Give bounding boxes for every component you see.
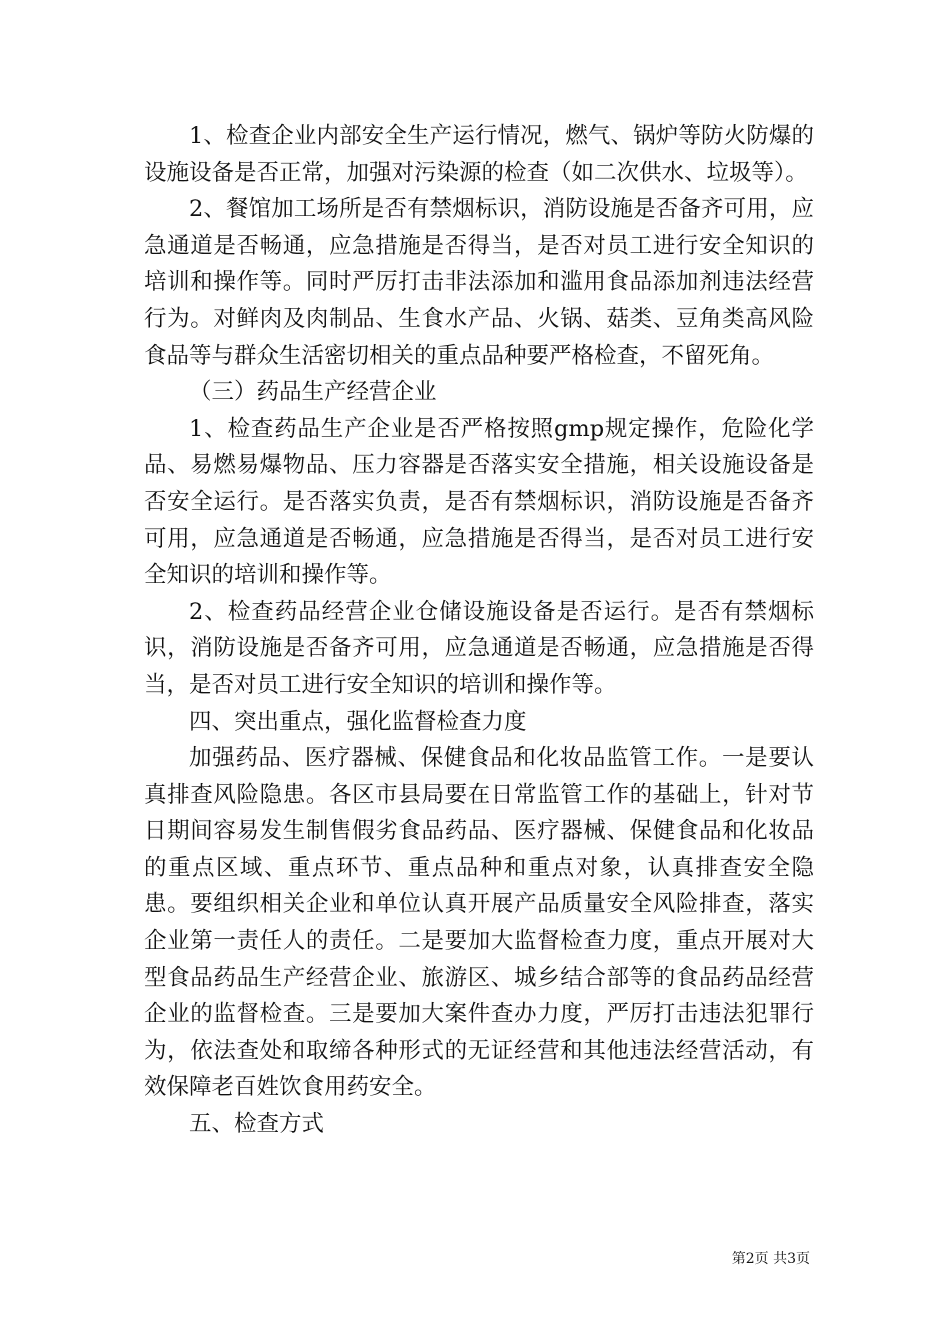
paragraph-pharma-distribution-check: 2、检查药品经营企业仓储设施设备是否运行。是否有禁烟标识，消防设施是否备齐可用，应急通道是否畅通，应急措施是否得当，是否对员工进行安全知识的培训和操作等。	[144, 598, 814, 698]
section-heading-inspection-methods: 五、检查方式	[189, 1111, 325, 1138]
section-heading-pharma-enterprises: （三）药品生产经营企业	[189, 379, 437, 406]
page-number-footer: 第2页 共3页	[731, 1251, 810, 1267]
document-body	[144, 118, 814, 1143]
section-heading-key-supervision: 四、突出重点，强化监督检查力度	[189, 708, 527, 735]
paragraph-supervision-details: 加强药品、医疗器械、保健食品和化妆品监管工作。一是要认真排查风险隐患。各区市县局要在日常监管工作的基础上，针对节日期间容易发生制售假劣食品药品、医疗器械、保健食品和化妆品的重点区域、重点环节、重点品种和重点对象，认真排查安全隐患。要组织相关企业和单位认真开展产品质量安全风险排查，落实企业第一责任人的责任。二是要加大监督检查力度，重点开展对大型食品药品生产经营企业、旅游区、城乡结合部等的食品药品经营企业的监督检查。三是要加大案件查办力度，严厉打击违法犯罪行为，依法查处和取缔各种形式的无证经营和其他违法经营活动，有效保障老百姓饮食用药安全。	[144, 745, 814, 1101]
paragraph-pharma-production-check: 1、检查药品生产企业是否严格按照gmp规定操作，危险化学品、易燃易爆物品、压力容器是否落实安全措施，相关设施设备是否安全运行。是否落实负责，是否有禁烟标识，消防设施是否备齐可用，应急通道是否畅通，应急措施是否得当，是否对员工进行安全知识的培训和操作等。	[144, 415, 814, 589]
paragraph-enterprise-safety-check: 1、检查企业内部安全生产运行情况，燃气、锅炉等防火防爆的设施设备是否正常，加强对污染源的检查（如二次供水、垃圾等）。	[144, 123, 814, 186]
paragraph-restaurant-check: 2、餐馆加工场所是否有禁烟标识，消防设施是否备齐可用，应急通道是否畅通，应急措施是否得当，是否对员工进行安全知识的培训和操作等。同时严厉打击非法添加和滥用食品添加剂违法经营行为。对鲜肉及肉制品、生食水产品、火锅、菇类、豆角类高风险食品等与群众生活密切相关的重点品种要严格检查，不留死角。	[144, 196, 814, 369]
